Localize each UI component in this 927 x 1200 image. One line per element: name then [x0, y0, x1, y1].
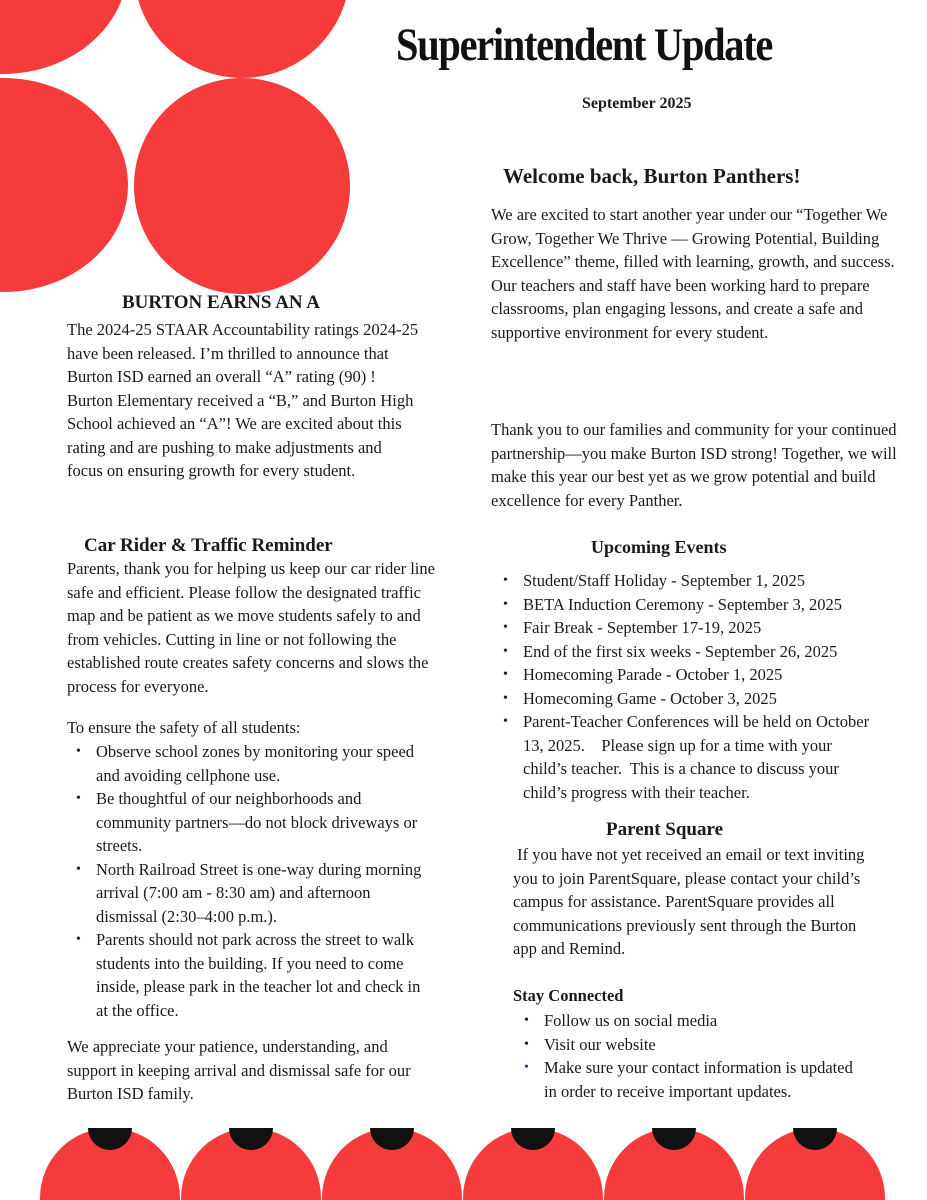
- list-item: • Student/Staff Holiday - September 1, 2025: [497, 569, 903, 593]
- list-item: • End of the first six weeks - September 26, 2025: [497, 640, 903, 664]
- burton-a-body: The 2024-25 STAAR Accountability ratings 2024-25 have been released. I’m thrilled to announce that Burton ISD earned an overall “A” rating (90) ! Burton Elementary received a “B,” and Burton High School achieved an “A”! We are excited about this rating and are pushing to make adjustments and focus on ensuring growth for every student.: [67, 320, 419, 480]
- stay-connected-heading: Stay Connected: [513, 986, 624, 1005]
- car-rider-intro: To ensure the safety of all students:: [67, 718, 301, 737]
- list-item: • Parent-Teacher Conferences will be held on October 13, 2025. Please sign up for a time with your child’s teacher. This is a chance to discuss your child’s progress with their teacher.: [497, 710, 873, 804]
- decor-circle-3: [0, 78, 128, 292]
- welcome-paragraph-2: Thank you to our families and community for your continued partnership—you make Burton ISD strong! Together, we will make this year our best yet as we grow potential and build excellence for every Panther.: [491, 420, 897, 510]
- car-rider-closing: We appreciate your patience, understanding, and support in keeping arrival and dismissal safe for our Burton ISD family.: [67, 1037, 411, 1103]
- list-item: • Be thoughtful of our neighborhoods and community partners—do not block driveways or streets.: [70, 787, 430, 858]
- list-item: • Follow us on social media: [518, 1009, 858, 1033]
- decor-circle-2: [134, 0, 350, 78]
- list-item: • Parents should not park across the street to walk students into the building. If you need to come inside, please park in the teacher lot and check in at the office.: [70, 928, 430, 1022]
- list-item: • BETA Induction Ceremony - September 3, 2025: [497, 593, 903, 617]
- page-title: Superintendent Update: [396, 19, 773, 71]
- stay-connected-list: [518, 1009, 858, 1103]
- car-rider-heading: Car Rider & Traffic Reminder: [84, 535, 333, 556]
- parent-square-heading: Parent Square: [606, 819, 723, 840]
- welcome-heading: Welcome back, Burton Panthers!: [503, 164, 801, 188]
- list-item: • Visit our website: [518, 1033, 858, 1057]
- list-item: • Homecoming Game - October 3, 2025: [497, 687, 903, 711]
- car-rider-body: Parents, thank you for helping us keep our car rider line safe and efficient. Please follow the designated traffic map and be patient as we move students safely to and from vehicles. Cutting in line or not following the established route creates safety concerns and slows the process for everyone.: [67, 559, 435, 696]
- decor-circle-1: [0, 0, 128, 74]
- list-item: • Fair Break - September 17-19, 2025: [497, 616, 903, 640]
- events-list: [497, 569, 903, 804]
- safety-list: [70, 740, 430, 1022]
- list-item: • Make sure your contact information is updated in order to receive important updates.: [518, 1056, 858, 1103]
- decor-circle-4: [134, 78, 350, 294]
- list-item: • North Railroad Street is one-way during morning arrival (7:00 am - 8:30 am) and afternoon dismissal (2:30–4:00 p.m.).: [70, 858, 430, 929]
- events-heading: Upcoming Events: [591, 537, 727, 557]
- bottom-decor-band: [40, 1128, 887, 1200]
- list-item: • Homecoming Parade - October 1, 2025: [497, 663, 903, 687]
- burton-a-heading: BURTON EARNS AN A: [122, 292, 320, 313]
- list-item: • Observe school zones by monitoring your speed and avoiding cellphone use.: [70, 740, 430, 787]
- parent-square-body: If you have not yet received an email or text inviting you to join ParentSquare, please contact your child’s campus for assistance. ParentSquare provides all communications previously sent through the Burton app and Remind.: [513, 845, 869, 958]
- welcome-paragraph-1: We are excited to start another year under our “Together We Grow, Together We Thrive — Growing Potential, Building Excellence” theme, filled with learning, growth, and success. Our teachers and staff have been working hard to prepare classrooms, plan engaging lessons, and create a safe and supportive environment for every student.: [491, 205, 895, 342]
- issue-date: September 2025: [582, 95, 692, 112]
